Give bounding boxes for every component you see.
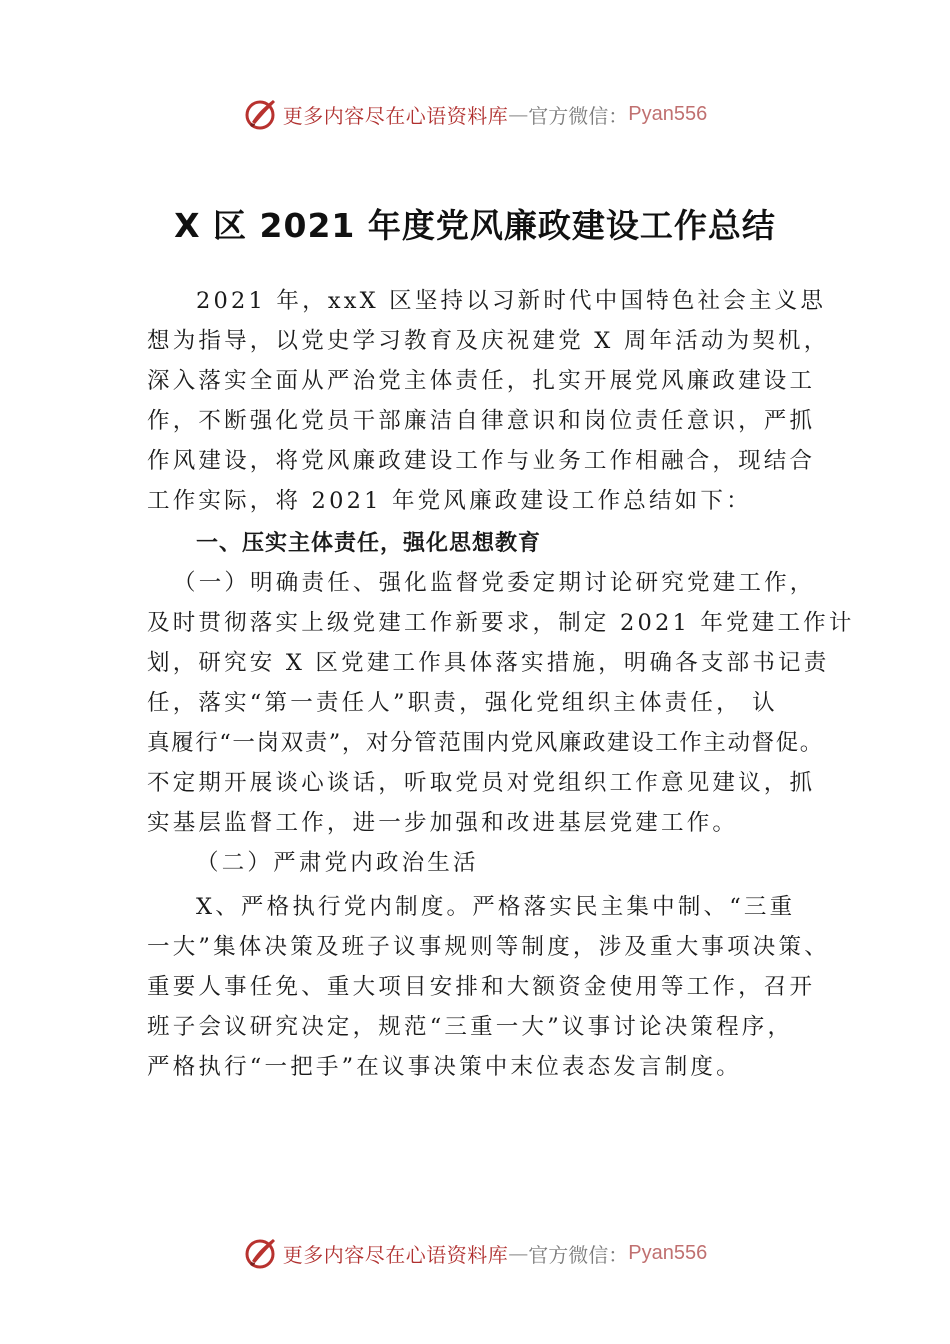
subsection-heading: （二）严肃党内政治生活	[196, 850, 479, 876]
text-line: 一大”集体决策及班子议事规则等制度，涉及重大事项决策、	[147, 934, 830, 960]
text-line: 想为指导，以党史学习教育及庆祝建党 X 周年活动为契机，	[147, 328, 830, 354]
text-line: 工作实际，将 2021 年党风廉政建设工作总结如下：	[147, 488, 752, 514]
text-line: 划，研究安 X 区党建工作具体落实措施，明确各支部书记责	[147, 650, 830, 676]
banner-title: 更多内容尽在心语资料库	[282, 1242, 509, 1267]
text-line: 任，落实“第一责任人”职责，强化党组织主体责任， 认	[147, 690, 778, 716]
text-line: 2021 年，xxX 区坚持以习新时代中国特色社会主义思	[196, 288, 827, 314]
document-title: X 区 2021 年度党风廉政建设工作总结	[174, 206, 776, 245]
text-line: 及时贯彻落实上级党建工作新要求，制定 2021 年党建工作计	[147, 610, 855, 636]
section-heading: 一、压实主体责任，强化思想教育	[196, 531, 542, 556]
banner-title: 更多内容尽在心语资料库	[282, 103, 509, 128]
brush-logo-icon	[243, 96, 279, 132]
text-line: 深入落实全面从严治党主体责任，扎实开展党风廉政建设工	[147, 368, 816, 394]
text-line: X、严格执行党内制度。严格落实民主集中制、“三重	[196, 894, 796, 920]
text-line: 真履行“一岗双责”，对分管范围内党风廉政建设工作主动督促。	[147, 730, 824, 756]
text-line: 作，不断强化党员干部廉洁自律意识和岗位责任意识，严抓	[147, 408, 816, 434]
text-line: 不定期开展谈心谈话，听取党员对党组织工作意见建议，抓	[147, 770, 816, 796]
intro-paragraph	[147, 281, 837, 521]
banner-wechat-id: Pyan556	[628, 102, 708, 125]
header-banner	[0, 94, 950, 134]
text-line: 实基层监督工作，进一步加强和改进基层党建工作。	[147, 810, 739, 836]
document-body	[147, 281, 855, 1087]
footer-banner	[0, 1233, 950, 1273]
text-line: 严格执行“一把手”在议事决策中末位表态发言制度。	[147, 1054, 742, 1080]
text-line: 作风建设，将党风廉政建设工作与业务工作相融合，现结合	[147, 448, 816, 474]
brush-logo-icon	[243, 1235, 279, 1271]
banner-wechat-label: 官方微信：	[528, 103, 629, 128]
banner-wechat-id: Pyan556	[628, 1241, 708, 1264]
banner-separator: —	[508, 1241, 529, 1265]
banner-wechat-label: 官方微信：	[528, 1242, 629, 1267]
text-line: 班子会议研究决定，规范“三重一大”议事讨论决策程序，	[147, 1014, 794, 1040]
banner-separator: —	[508, 102, 529, 126]
subsection-1-paragraph	[147, 563, 855, 843]
text-line: 重要人事任免、重大项目安排和大额资金使用等工作，召开	[147, 974, 816, 1000]
item-x-paragraph	[147, 887, 837, 1087]
text-line: （一）明确责任、强化监督党委定期讨论研究党建工作，	[173, 570, 816, 596]
